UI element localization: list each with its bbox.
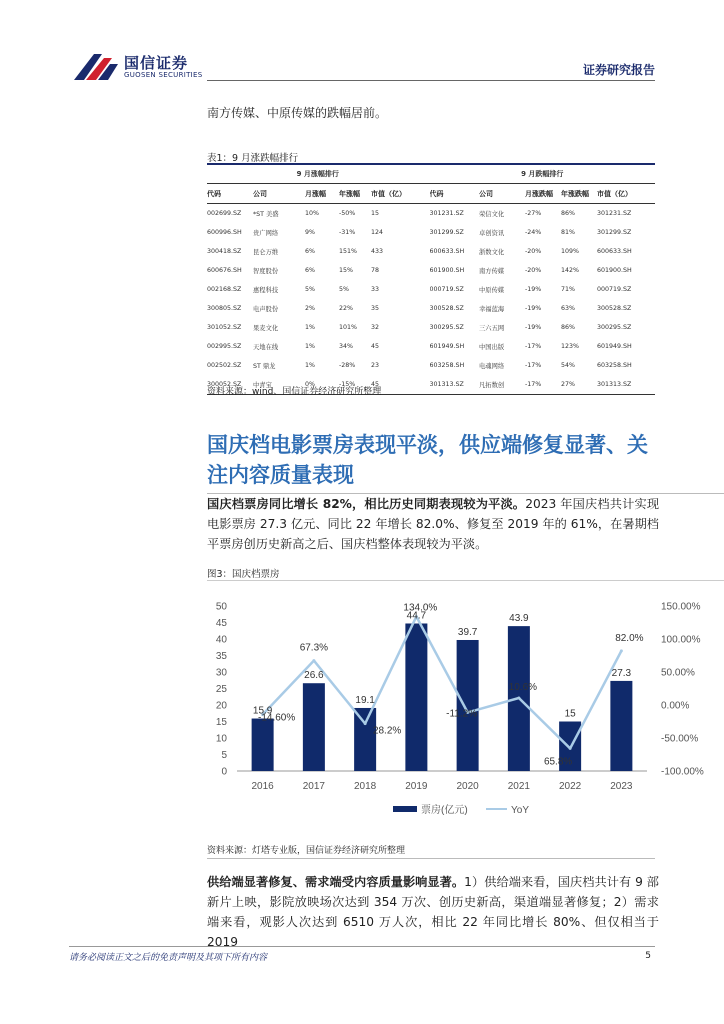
x-tick-label: 2016	[251, 781, 274, 792]
y-left-tick-label: 45	[215, 618, 227, 629]
table-cell: 300528.SZ	[429, 299, 479, 318]
table-cell: 智度股份	[253, 268, 279, 275]
table-cell: 101%	[339, 324, 358, 331]
table-cell: 45	[371, 343, 380, 350]
disclaimer-note: 请务必阅读正文之后的免责声明及其项下所有内容	[69, 953, 268, 963]
table-row	[207, 337, 655, 356]
yoy-value-label: 82.0%	[615, 632, 644, 644]
column-header: 公司	[479, 184, 525, 204]
yoy-point-2021	[517, 697, 520, 700]
table-cell: 002995.SZ	[207, 343, 242, 350]
table-cell: 002502.SZ	[207, 362, 242, 369]
table-cell: 南方传媒	[479, 268, 505, 275]
y-left-tick-label: 0	[221, 766, 227, 778]
table-row	[207, 204, 655, 224]
table-cell: 22%	[339, 305, 353, 312]
bar-value-label: 27.3	[611, 667, 632, 679]
table-cell: 000719.SZ	[597, 286, 632, 293]
table-cell: *ST 美盛	[253, 211, 279, 218]
y-right-tick-label: 0.00%	[661, 700, 690, 712]
table-cell: 33	[371, 286, 380, 293]
x-tick-label: 2022	[559, 781, 582, 792]
column-header: 市值（亿）	[597, 184, 655, 204]
section-title: 国庆档电影票房表现平淡，供应端修复显著、关注内容质量表现	[207, 433, 648, 487]
table-cell: 10%	[305, 210, 319, 217]
table-cell: -24%	[525, 229, 542, 236]
y-left-tick-label: 35	[215, 651, 227, 662]
table-cell: 0%	[305, 375, 339, 395]
table-cell: 433	[371, 248, 384, 255]
y-left-tick-label: 50	[215, 601, 227, 613]
table-cell: 荣信文化	[479, 211, 505, 218]
legend-swatch-bar	[393, 806, 417, 812]
table-cell: 600633.SH	[429, 242, 479, 261]
table-cell: 600676.SH	[207, 267, 242, 274]
table-caption: 表1：9 月涨跌幅排行	[207, 153, 299, 164]
table-cell: 603258.SH	[597, 362, 632, 369]
table-cell: 301313.SZ	[429, 375, 479, 395]
bar-value-label: 26.6	[304, 670, 324, 682]
table-cell: 34%	[339, 343, 353, 350]
y-left-tick-label: 40	[215, 634, 227, 646]
x-tick-label: 2019	[405, 781, 428, 792]
guosen-logo-icon	[72, 50, 120, 84]
column-header: 月涨幅	[305, 184, 339, 204]
table-cell: 142%	[561, 267, 580, 274]
table-row	[207, 242, 655, 261]
y-right-tick-label: 150.00%	[661, 601, 701, 613]
table-cell: 果麦文化	[253, 325, 279, 332]
yoy-point-2023	[620, 649, 623, 652]
bar-2020	[457, 640, 479, 771]
table-row	[207, 318, 655, 337]
report-type-label: 证券研究报告	[582, 63, 655, 77]
table-cell: 45	[371, 375, 429, 395]
table-cell: 凡拓数创	[479, 375, 525, 395]
figure-top-divider	[207, 580, 724, 581]
table-cell: -15%	[339, 375, 371, 395]
table-cell: 301052.SZ	[207, 324, 242, 331]
table-cell: -27%	[525, 210, 542, 217]
table-cell: 惠程科技	[253, 287, 279, 294]
table-cell: 15%	[339, 267, 353, 274]
logo-text-en: GUOSEN SECURITIES	[124, 71, 203, 79]
table-cell: 2%	[305, 305, 315, 312]
table-cell: -50%	[339, 210, 356, 217]
table-cell: 6%	[305, 248, 315, 255]
table-cell: -17%	[525, 375, 561, 395]
table-cell: 301313.SZ	[597, 375, 655, 395]
x-tick-label: 2020	[456, 781, 479, 792]
x-tick-label: 2017	[302, 781, 325, 792]
table-cell: -17%	[525, 343, 542, 350]
column-header: 代码	[207, 184, 253, 204]
table-source: 资料来源：wind、国信证券经济研究所整理	[207, 387, 382, 397]
table-cell: 300052.SZ	[207, 375, 253, 395]
table-cell: 603258.SH	[429, 356, 479, 375]
legend-label-line: YoY	[511, 805, 529, 816]
paragraph-box-office-body: 2023 年国庆档共计实现电影票房 27.3 亿元、同比 22 年增长 82.0%、修复至 2019 年的 61%，在暑期档平票房创历史新高之后、国庆档整体表现较为平淡。	[207, 497, 660, 551]
table-cell: -20%	[525, 248, 542, 255]
table-cell: -17%	[525, 362, 542, 369]
table-cell: 300295.SZ	[597, 324, 632, 331]
table-cell: 浙数文化	[479, 249, 505, 256]
table-cell: 300418.SZ	[207, 248, 242, 255]
yoy-value-label: 67.3%	[299, 642, 329, 654]
table-cell: 301299.SZ	[429, 223, 479, 242]
column-header: 年涨幅	[339, 184, 371, 204]
table-body	[207, 204, 655, 395]
table-cell: 5%	[305, 286, 315, 293]
table-cell: 15	[371, 210, 380, 217]
table-cell: 9%	[305, 229, 315, 236]
y-right-tick-label: 50.00%	[661, 667, 695, 679]
table-cell: ST 鼎龙	[253, 363, 276, 370]
bar-value-label: 39.7	[457, 626, 478, 638]
table-cell: 600996.SH	[207, 229, 242, 236]
legend-label-bar: 票房(亿元)	[421, 805, 468, 816]
table-cell: 天地在线	[253, 344, 279, 351]
table-cell: 贵广网络	[253, 230, 279, 237]
table-cell: 27%	[561, 375, 597, 395]
table-row	[207, 299, 655, 318]
yoy-value-label: -14.60%	[258, 712, 296, 724]
bar-value-label: 19.1	[355, 694, 375, 706]
table-cell: -31%	[339, 229, 356, 236]
table-cell: 86%	[561, 210, 575, 217]
losers-title: 9 月跌幅排行	[429, 164, 655, 184]
table-cell: -19%	[525, 324, 542, 331]
table-cell: 81%	[561, 229, 575, 236]
table-cell: 300805.SZ	[207, 305, 242, 312]
y-right-tick-label: 100.00%	[661, 634, 701, 646]
table-cell: 601949.SH	[429, 337, 479, 356]
table-cell: 32	[371, 324, 380, 331]
box-office-chart	[207, 590, 724, 830]
bar-2019	[405, 623, 427, 771]
table-cell: 300528.SZ	[597, 305, 632, 312]
table-cell: 301299.SZ	[597, 229, 632, 236]
table-cell: 中原传媒	[479, 287, 505, 294]
table-row	[207, 356, 655, 375]
y-left-tick-label: 5	[221, 750, 227, 761]
table-cell: 三六五网	[479, 325, 505, 332]
paragraph-supply-demand	[207, 872, 659, 952]
table-cell: 000719.SZ	[429, 280, 479, 299]
y-left-tick-label: 25	[215, 684, 227, 695]
x-tick-label: 2021	[507, 781, 530, 792]
table-cell: 71%	[561, 286, 575, 293]
yoy-value-label: -11.2%	[446, 708, 478, 720]
yoy-value-label: 134.0%	[403, 602, 438, 614]
table-cell: 124	[371, 229, 384, 236]
table-cell: 1%	[305, 324, 315, 331]
figure-source: 资料来源：灯塔专业版，国信证券经济研究所整理	[207, 846, 406, 856]
bar-value-label: 15.9	[252, 705, 273, 717]
table-cell: 6%	[305, 267, 315, 274]
table-cell: 电声股份	[253, 306, 279, 313]
table-cell: 1%	[305, 343, 315, 350]
table-cell: 109%	[561, 248, 580, 255]
paragraph-supply-demand-body: 1）供给端来看，国庆档共计有 9 部新片上映，影院放映场次达到 354 万次、创历史新高，渠道端显著修复；2）需求端来看，观影人次达到 6510 万人次，相比 22 年同比增长 80%、但仅相当于 2019	[207, 875, 659, 949]
yoy-point-2022	[569, 747, 572, 750]
y-left-tick-label: 20	[215, 700, 227, 712]
table-cell: 86%	[561, 324, 575, 331]
gainers-title: 9 月涨幅排行	[207, 164, 429, 184]
table-cell: 卓创资讯	[479, 230, 505, 237]
page-number: 5	[645, 951, 651, 961]
yoy-value-label: 10.6%	[508, 682, 538, 694]
table-cell: 幸福蓝海	[479, 306, 505, 313]
footer-divider	[69, 946, 655, 947]
column-header: 公司	[253, 184, 305, 204]
intro-line: 南方传媒、中原传媒的跌幅居前。	[207, 106, 388, 120]
table-cell: 002699.SZ	[207, 210, 242, 217]
table-cell: 5%	[339, 286, 349, 293]
table-cell: 中青宝	[253, 375, 305, 395]
column-header: 月涨跌幅	[525, 184, 561, 204]
y-left-tick-label: 30	[215, 667, 227, 679]
logo-text-cn: 国信证券	[124, 54, 189, 72]
yoy-value-label: 28.2%	[372, 725, 402, 737]
yoy-value-label: 65.8%	[543, 756, 573, 768]
table-cell: 300295.SZ	[429, 318, 479, 337]
header-divider	[207, 80, 655, 81]
column-header: 市值（亿）	[371, 184, 429, 204]
column-header: 代码	[429, 184, 479, 204]
bar-value-label: 15	[564, 708, 576, 720]
table-cell: 301231.SZ	[597, 210, 632, 217]
table-row	[207, 261, 655, 280]
bar-2023	[610, 681, 632, 771]
x-tick-label: 2023	[610, 781, 633, 792]
table-cell: 002168.SZ	[207, 286, 242, 293]
figure-caption: 图3：国庆档票房	[207, 569, 280, 580]
figure-bottom-divider	[207, 858, 655, 859]
table-cell: 1%	[305, 362, 315, 369]
table-cell: 中国出版	[479, 344, 505, 351]
bar-2016	[252, 719, 274, 771]
table-cell: 54%	[561, 362, 575, 369]
table-cell: 601949.SH	[597, 343, 632, 350]
table-cell: 601900.SH	[429, 261, 479, 280]
bar-2018	[354, 708, 376, 771]
table-cell: 63%	[561, 305, 575, 312]
ranking-table	[207, 163, 655, 395]
y-left-tick-label: 15	[215, 717, 227, 728]
table-cell: -20%	[525, 267, 542, 274]
table-cell: -28%	[339, 362, 356, 369]
yoy-point-2018	[364, 722, 367, 725]
y-right-tick-label: -50.00%	[661, 733, 699, 745]
table-cell: 600633.SH	[597, 248, 632, 255]
table-cell: 78	[371, 267, 380, 274]
table-cell: 23	[371, 362, 380, 369]
table-cell: 301231.SZ	[429, 204, 479, 224]
table-cell: 123%	[561, 343, 580, 350]
table-row	[207, 223, 655, 242]
column-header-row	[207, 184, 655, 204]
bar-value-label: 44.7	[406, 610, 427, 622]
paragraph-supply-demand-lead: 供给端显著修复、需求端受内容质量影响显著。	[207, 875, 465, 889]
yoy-point-2017	[312, 659, 315, 662]
column-header: 年涨跌幅	[561, 184, 597, 204]
table-cell: 35	[371, 305, 380, 312]
table-cell: 151%	[339, 248, 358, 255]
table-cell: -19%	[525, 286, 542, 293]
table-cell: 电魂网络	[479, 363, 505, 370]
table-cell: 昆仑万维	[253, 249, 279, 256]
y-left-tick-label: 10	[215, 733, 227, 745]
bar-value-label: 43.9	[509, 613, 529, 625]
table-cell: 601900.SH	[597, 267, 632, 274]
paragraph-box-office-lead: 国庆档票房同比增长 82%，相比历史同期表现较为平淡。	[207, 497, 526, 511]
bar-2017	[303, 683, 325, 771]
x-tick-label: 2018	[354, 781, 377, 792]
table-row	[207, 280, 655, 299]
paragraph-box-office	[207, 494, 659, 554]
y-right-tick-label: -100.00%	[661, 766, 704, 778]
table-cell: -19%	[525, 305, 542, 312]
